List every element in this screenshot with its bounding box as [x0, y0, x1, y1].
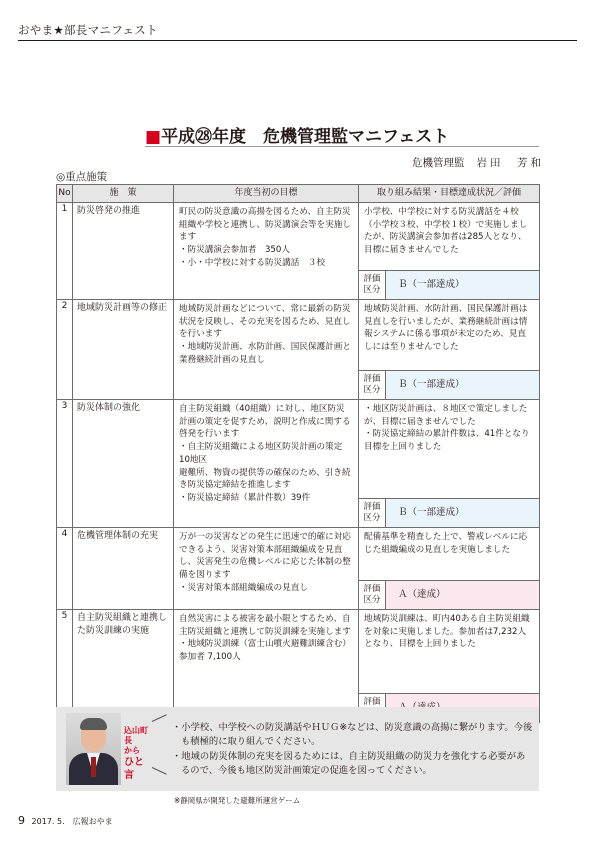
row-result-text: ・地区防災計画は、８地区で策定しましたが、目標に届きませんでした ・防災協定締結の累計件数は、41件となり目標を上回りました — [364, 404, 530, 453]
column-header-measure: 施 策 — [73, 185, 174, 203]
speaker-name: 込山町長 — [124, 726, 148, 745]
row-number: 3 — [57, 400, 73, 528]
row-measure: 防災体制の強化 — [73, 400, 174, 528]
row-result — [359, 300, 540, 400]
row-result — [359, 400, 540, 528]
column-header-result: 取り組み結果・目標達成状況／評価 — [359, 185, 540, 203]
row-number: 5 — [57, 610, 73, 723]
row-goal-text: 町民の防災意識の高揚を図るため、自主防災組織や学校と連携し、防災講演会等を実施します ・防災講演会参加者 350人 ・小・中学校に対する防災講話 ３校 — [179, 207, 351, 268]
row-measure: 地域防災計画等の修正 — [73, 300, 174, 400]
section-label: ◎重点施策 — [56, 171, 108, 183]
author-role: 危機管理監 — [412, 157, 465, 169]
page-footer — [18, 814, 113, 827]
row-goal-text: 万が一の災害などの発生に迅速で的確に対応できるよう、災害対策本部組織編成を見直し、災害発生の危機レベルに応じた体制の整備を図ります ・災害対策本部組織編成の見直し — [179, 532, 351, 593]
table-row — [57, 610, 540, 723]
table-row — [57, 203, 540, 300]
evaluation-label: 評価区分 — [359, 499, 386, 527]
evaluation-label: 評価 — [359, 694, 386, 722]
row-measure: 危機管理体制の充実 — [73, 528, 174, 610]
speech-pointer-bottom — [152, 767, 167, 775]
evaluation-label: 評価区分 — [359, 371, 386, 399]
row-result — [359, 610, 540, 723]
title-square-icon: ■ — [145, 127, 162, 147]
header-rule — [18, 40, 577, 41]
comment-point-2: ・地域の防災体制の充実を図るためには、自主防災組織の防災力を強化する必要があるので、今後も地区防災計画策定の促進を図ってください。 — [172, 750, 526, 777]
author-name: 岩田 芳和 — [476, 157, 544, 169]
title-rule — [145, 146, 539, 147]
mayor-photo — [66, 713, 121, 785]
row-result-text: 小学校、中学校に対する防災講話を４校（小学校３校、中学校１校）で実施しましたが、防災講演会参加者は285人となり、目標に届きませんでした — [364, 207, 528, 256]
evaluation-value: Ｂ（一部達成） — [398, 506, 465, 518]
row-result-text: 地域防災計画、水防計画、国民保護計画は見直しを行いましたが、業務継続計画は情報システムに係る事項が未定のため、見直しには至りませんでした — [364, 304, 528, 353]
evaluation-value: Ａ（達成） — [398, 588, 446, 600]
comment-point-1: ・小学校、中学校への防災講話やＨＵＧ※などは、防災意識の高揚に繋がります。今後も積極的に取り組んでください。 — [172, 722, 533, 748]
comment-text — [172, 721, 534, 779]
speaker-from: から — [124, 746, 140, 755]
mayor-comment-box — [56, 707, 539, 791]
author-line — [412, 155, 544, 170]
row-result-text: 地域防災訓練は、町内40ある自主防災組織を対象に実施しました。参加者は7,232人となり、目標を上回りました — [364, 614, 530, 650]
row-result — [359, 203, 540, 300]
row-number: 1 — [57, 203, 73, 300]
evaluation-box — [359, 270, 539, 299]
row-goal-text: 自然災害による被害を最小限とするため、自主防災組織と連携して防災訓練を実施します ・地域防災訓練（富士山噴火避難訓練含む）参加者 7,100人 — [179, 614, 351, 663]
row-goal — [174, 528, 359, 610]
row-measure: 防災啓発の推進 — [73, 203, 174, 300]
row-goal-text: 地域防災計画などについて、常に最新の防災状況を反映し、その充実を図るため、見直しを行います ・地域防災計画、水防計画、国民保護計画と業務継続計画の見直し — [179, 304, 351, 365]
speech-pointer-top — [152, 714, 167, 722]
speaker-title: ひと言 — [124, 757, 144, 781]
table-row — [57, 300, 540, 400]
publication-info: 2017. 5. 広報おやま — [31, 817, 113, 826]
footnote: ※静岡県が開発した避難所運営ゲーム — [174, 796, 301, 805]
evaluation-label: 評価区分 — [359, 271, 386, 299]
evaluation-label: 評価区分 — [359, 581, 386, 609]
page-number: 9 — [18, 814, 25, 827]
column-header-no: No — [57, 185, 73, 203]
table-header-row — [57, 185, 540, 203]
row-number: 2 — [57, 300, 73, 400]
evaluation-value: Ｂ（一部達成） — [398, 378, 465, 390]
evaluation-box — [359, 580, 539, 609]
column-header-goal: 年度当初の目標 — [174, 185, 359, 203]
table-row — [57, 528, 540, 610]
row-goal-text: 自主防災組織（40組織）に対し、地区防災計画の策定を促すため、説明と作成に関する啓発を行います ・自主防災組織による地区防災計画の策定 10地区 避難所、物資の提供等の確保のため、引き続き防災協定締結を推進します ・防災協定締結（累計件数）39件 — [179, 404, 351, 504]
evaluation-value: Ｂ（一部達成） — [398, 278, 465, 290]
speaker-badge — [124, 726, 152, 782]
row-goal — [174, 203, 359, 300]
evaluation-box — [359, 498, 539, 527]
manifest-table-body — [57, 203, 540, 723]
row-goal — [174, 610, 359, 723]
page-title-text: 平成㉘年度 危機管理監マニフェスト — [161, 127, 450, 147]
evaluation-box — [359, 370, 539, 399]
page-title — [145, 122, 449, 147]
manifest-table — [56, 184, 540, 723]
row-number: 4 — [57, 528, 73, 610]
table-row — [57, 400, 540, 528]
row-measure: 自主防災組織と連携した防災訓練の実施 — [73, 610, 174, 723]
row-goal — [174, 300, 359, 400]
row-result — [359, 528, 540, 610]
row-result-text: 配備基準を精査した上で、警戒レベルに応じた組織編成の見直しを実施しました — [364, 532, 528, 555]
header-title: おやま★部長マニフェスト — [18, 23, 158, 37]
row-goal — [174, 400, 359, 528]
